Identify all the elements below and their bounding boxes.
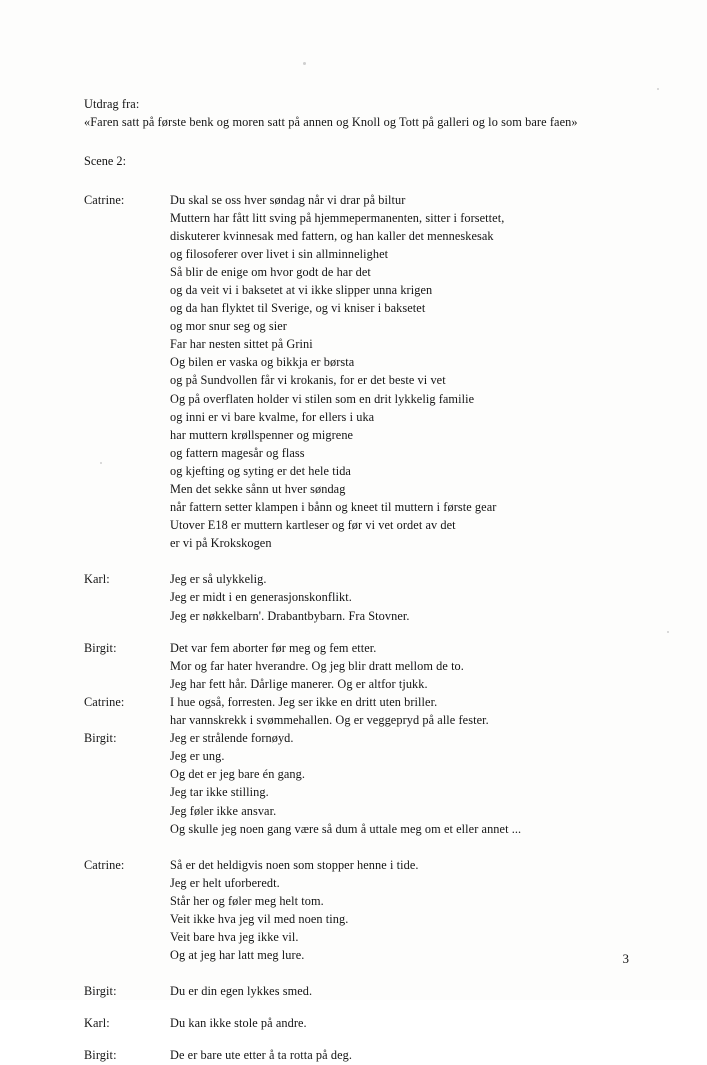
speech-line: og inni er vi bare kvalme, for ellers i uka bbox=[170, 409, 375, 424]
speech-line: når fattern setter klampen i bånn og kneet til muttern i første gear bbox=[170, 500, 497, 515]
speech-line: og da veit vi i baksetet at vi ikke slipper unna krigen bbox=[170, 282, 433, 297]
intro-label: Utdrag fra: bbox=[84, 97, 140, 111]
speech-line: Du skal se oss hver søndag når vi drar på biltur bbox=[170, 192, 406, 207]
block-gap bbox=[84, 1032, 624, 1046]
dialogue-block bbox=[84, 639, 624, 693]
speech-line: Så blir de enige om hvor godt de har det bbox=[170, 264, 371, 279]
speech-lines bbox=[170, 639, 624, 693]
speech-line: Jeg er så ulykkelig. bbox=[170, 572, 267, 587]
speech-line: Du er din egen lykkes smed. bbox=[170, 984, 313, 999]
speech-lines bbox=[170, 856, 624, 965]
speech-line: Mor og far hater hverandre. Og jeg blir dratt mellom de to. bbox=[170, 658, 464, 673]
block-gap bbox=[84, 1000, 624, 1014]
page-number: 3 bbox=[622, 951, 629, 966]
speech-line: Utover E18 er muttern kartleser og før vi vet ordet av det bbox=[170, 518, 456, 533]
speech-line: I hue også, forresten. Jeg ser ikke en dritt uten briller. bbox=[170, 694, 438, 709]
scan-speck bbox=[657, 88, 659, 90]
speech-line: og da han flyktet til Sverige, og vi kniser i baksetet bbox=[170, 301, 426, 316]
speaker-name: Birgit: bbox=[84, 640, 117, 655]
speech-line: Så er det heldigvis noen som stopper henne i tide. bbox=[170, 857, 419, 872]
dialogue-block bbox=[84, 729, 624, 838]
speech-lines bbox=[170, 570, 624, 624]
speaker-name: Catrine: bbox=[84, 192, 125, 207]
speech-line: Jeg føler ikke ansvar. bbox=[170, 803, 277, 818]
speech-line: Det var fem aborter før meg og fem etter. bbox=[170, 640, 377, 655]
speech-line: Jeg er nøkkelbarn'. Drabantbybarn. Fra Stovner. bbox=[170, 608, 410, 623]
dialogue-block bbox=[84, 1014, 624, 1032]
speech-line: og fattern magesår og flass bbox=[170, 445, 305, 460]
document-body bbox=[84, 96, 624, 1065]
speech-line: har muttern krøllspenner og migrene bbox=[170, 427, 354, 442]
dialogue-block bbox=[84, 856, 624, 965]
speech-line: Jeg er helt uforberedt. bbox=[170, 875, 280, 890]
speech-line: Og på overflaten holder vi stilen som en drit lykkelig familie bbox=[170, 391, 475, 406]
speaker-name: Catrine: bbox=[84, 694, 125, 709]
speaker-name: Birgit: bbox=[84, 731, 117, 746]
speech-line: og mor snur seg og sier bbox=[170, 319, 287, 334]
speech-line: Jeg tar ikke stilling. bbox=[170, 785, 269, 800]
scan-speck bbox=[303, 62, 306, 65]
speech-line: Du kan ikke stole på andre. bbox=[170, 1016, 307, 1031]
speech-line: Jeg har fett hår. Dårlige manerer. Og er altfor tjukk. bbox=[170, 676, 428, 691]
speech-line: De er bare ute etter å ta rotta på deg. bbox=[170, 1048, 353, 1063]
dialogue-block bbox=[84, 1046, 624, 1064]
speech-line: Jeg er midt i en generasjonskonflikt. bbox=[170, 590, 352, 605]
speech-line: Jeg er strålende fornøyd. bbox=[170, 731, 294, 746]
scan-speck bbox=[667, 631, 669, 633]
speech-lines bbox=[170, 1046, 624, 1064]
scene-heading: Scene 2: bbox=[84, 154, 127, 168]
speech-lines bbox=[170, 693, 624, 729]
speech-line: har vannskrekk i svømmehallen. Og er veggepryd på alle fester. bbox=[170, 713, 489, 728]
speech-lines bbox=[170, 191, 624, 553]
speech-line: diskuterer kvinnesak med fattern, og han kaller det menneskesak bbox=[170, 228, 494, 243]
speech-line: Veit bare hva jeg ikke vil. bbox=[170, 930, 299, 945]
speech-line: Muttern har fått litt sving på hjemmepermanenten, sitter i forsettet, bbox=[170, 210, 505, 225]
speaker-name: Catrine: bbox=[84, 857, 125, 872]
dialogue-block bbox=[84, 191, 624, 553]
speech-line: Og det er jeg bare én gang. bbox=[170, 767, 305, 782]
speech-lines bbox=[170, 982, 624, 1000]
speech-line: Står her og føler meg helt tom. bbox=[170, 893, 324, 908]
speech-line: Og skulle jeg noen gang være så dum å uttale meg om et eller annet ... bbox=[170, 821, 522, 836]
speech-line: Jeg er ung. bbox=[170, 749, 225, 764]
speech-line: Men det sekke sånn ut hver søndag bbox=[170, 482, 346, 496]
dialogue-list bbox=[84, 191, 624, 1065]
block-gap bbox=[84, 625, 624, 639]
intro-quote: «Faren satt på første benk og moren satt på annen og Knoll og Tott på galleri og lo som bare faen» bbox=[84, 114, 578, 129]
dialogue-block bbox=[84, 570, 624, 624]
block-gap bbox=[84, 964, 624, 982]
speech-line: Og at jeg har latt meg lure. bbox=[170, 948, 305, 963]
speaker-name: Birgit: bbox=[84, 1048, 117, 1063]
dialogue-block bbox=[84, 982, 624, 1000]
speech-line: Far har nesten sittet på Grini bbox=[170, 337, 313, 352]
speech-line: Og bilen er vaska og bikkja er børsta bbox=[170, 355, 355, 370]
speech-line: og kjefting og syting er det hele tida bbox=[170, 463, 351, 478]
speaker-name: Karl: bbox=[84, 1016, 110, 1031]
speech-line: Veit ikke hva jeg vil med noen ting. bbox=[170, 911, 349, 926]
block-gap bbox=[84, 838, 624, 856]
dialogue-block bbox=[84, 693, 624, 729]
speech-lines bbox=[170, 1014, 624, 1032]
speech-line: og på Sundvollen får vi krokanis, for er det beste vi vet bbox=[170, 373, 446, 388]
block-gap bbox=[84, 552, 624, 570]
speaker-name: Karl: bbox=[84, 572, 110, 587]
speech-lines bbox=[170, 729, 624, 838]
speech-line: og filosoferer over livet i sin allminnelighet bbox=[170, 246, 389, 261]
speech-line: er vi på Krokskogen bbox=[170, 536, 272, 551]
speaker-name: Birgit: bbox=[84, 984, 117, 999]
